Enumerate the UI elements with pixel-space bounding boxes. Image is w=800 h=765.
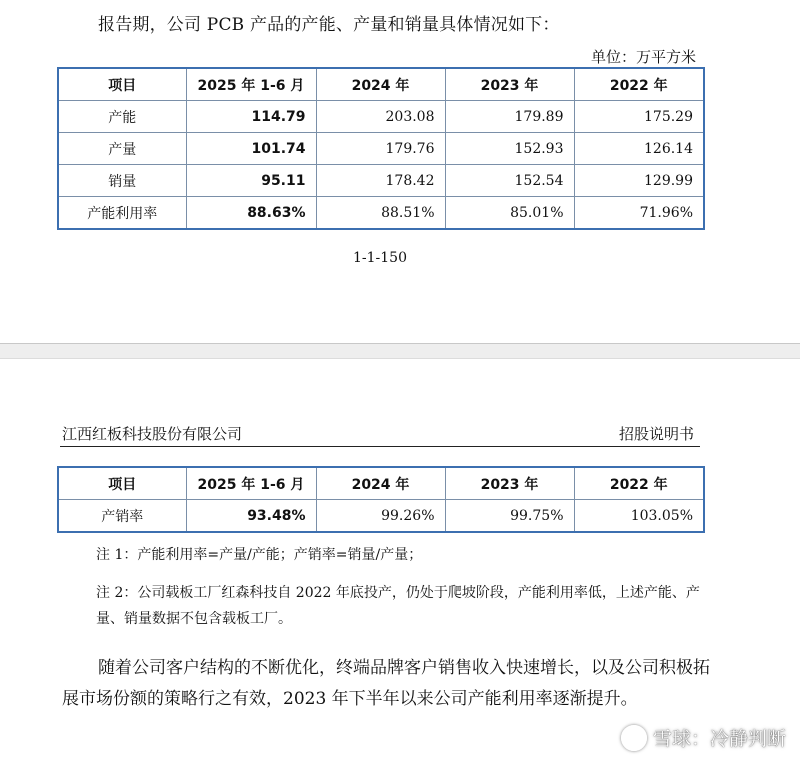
header-2024: 2024 年 (316, 467, 445, 500)
header-2025h1: 2025 年 1-6 月 (186, 467, 316, 500)
header-2022: 2022 年 (574, 68, 704, 101)
watermark-text: 雪球：冷静判断 (652, 728, 786, 750)
cell-2023: 152.93 (445, 133, 574, 165)
footnote-1: 注 1：产能利用率=产量/产能；产销率=销量/产量； (96, 547, 423, 563)
header-2025h1: 2025 年 1-6 月 (186, 68, 316, 101)
cell-2025h1: 95.11 (186, 165, 316, 197)
cell-2024: 179.76 (316, 133, 445, 165)
cell-2022: 129.99 (574, 165, 704, 197)
header-2024: 2024 年 (316, 68, 445, 101)
header-2023: 2023 年 (445, 68, 574, 101)
page-break-divider (0, 343, 800, 359)
cell-2022: 103.05% (574, 500, 704, 533)
header-company-name: 江西红板科技股份有限公司 (62, 425, 243, 443)
table-row (58, 133, 704, 165)
intro-text: 报告期，公司 PCB 产品的产能、产量和销量具体情况如下： (98, 15, 560, 35)
row-label: 产量 (58, 133, 186, 165)
capacity-table (57, 67, 705, 230)
cell-2023: 179.89 (445, 101, 574, 133)
unit-label: 单位：万平方米 (590, 48, 696, 66)
page-number: 1-1-150 (353, 250, 407, 266)
cell-2023: 85.01% (445, 197, 574, 230)
watermark (621, 724, 786, 751)
table-row (58, 197, 704, 230)
snowball-logo-icon (621, 725, 647, 751)
cell-2022: 71.96% (574, 197, 704, 230)
row-label: 销量 (58, 165, 186, 197)
cell-2024: 99.26% (316, 500, 445, 533)
cell-2022: 175.29 (574, 101, 704, 133)
row-label: 产能 (58, 101, 186, 133)
cell-2025h1: 101.74 (186, 133, 316, 165)
sales-rate-table (57, 466, 705, 533)
cell-2023: 99.75% (445, 500, 574, 533)
table-row (58, 101, 704, 133)
row-label: 产能利用率 (58, 197, 186, 230)
header-item: 项目 (58, 467, 186, 500)
cell-2023: 152.54 (445, 165, 574, 197)
table-row (58, 500, 704, 533)
cell-2025h1: 88.63% (186, 197, 316, 230)
cell-2022: 126.14 (574, 133, 704, 165)
header-2023: 2023 年 (445, 467, 574, 500)
cell-2024: 88.51% (316, 197, 445, 230)
header-rule (60, 446, 700, 447)
cell-2025h1: 114.79 (186, 101, 316, 133)
table-header-row (58, 68, 704, 101)
cell-2024: 178.42 (316, 165, 445, 197)
cell-2024: 203.08 (316, 101, 445, 133)
body-paragraph: 随着公司客户结构的不断优化，终端品牌客户销售收入快速增长，以及公司积极拓展市场份额的策略行之有效，2023 年下半年以来公司产能利用率逐渐提升。 (62, 658, 710, 709)
table-row (58, 165, 704, 197)
table-header-row (58, 467, 704, 500)
footnote-2: 注 2：公司载板工厂红森科技自 2022 年底投产，仍处于爬坡阶段，产能利用率低，上述产能、产量、销量数据不包含载板工厂。 (96, 585, 700, 627)
cell-2025h1: 93.48% (186, 500, 316, 533)
header-document-type: 招股说明书 (618, 425, 694, 443)
row-label: 产销率 (58, 500, 186, 533)
header-2022: 2022 年 (574, 467, 704, 500)
header-item: 项目 (58, 68, 186, 101)
